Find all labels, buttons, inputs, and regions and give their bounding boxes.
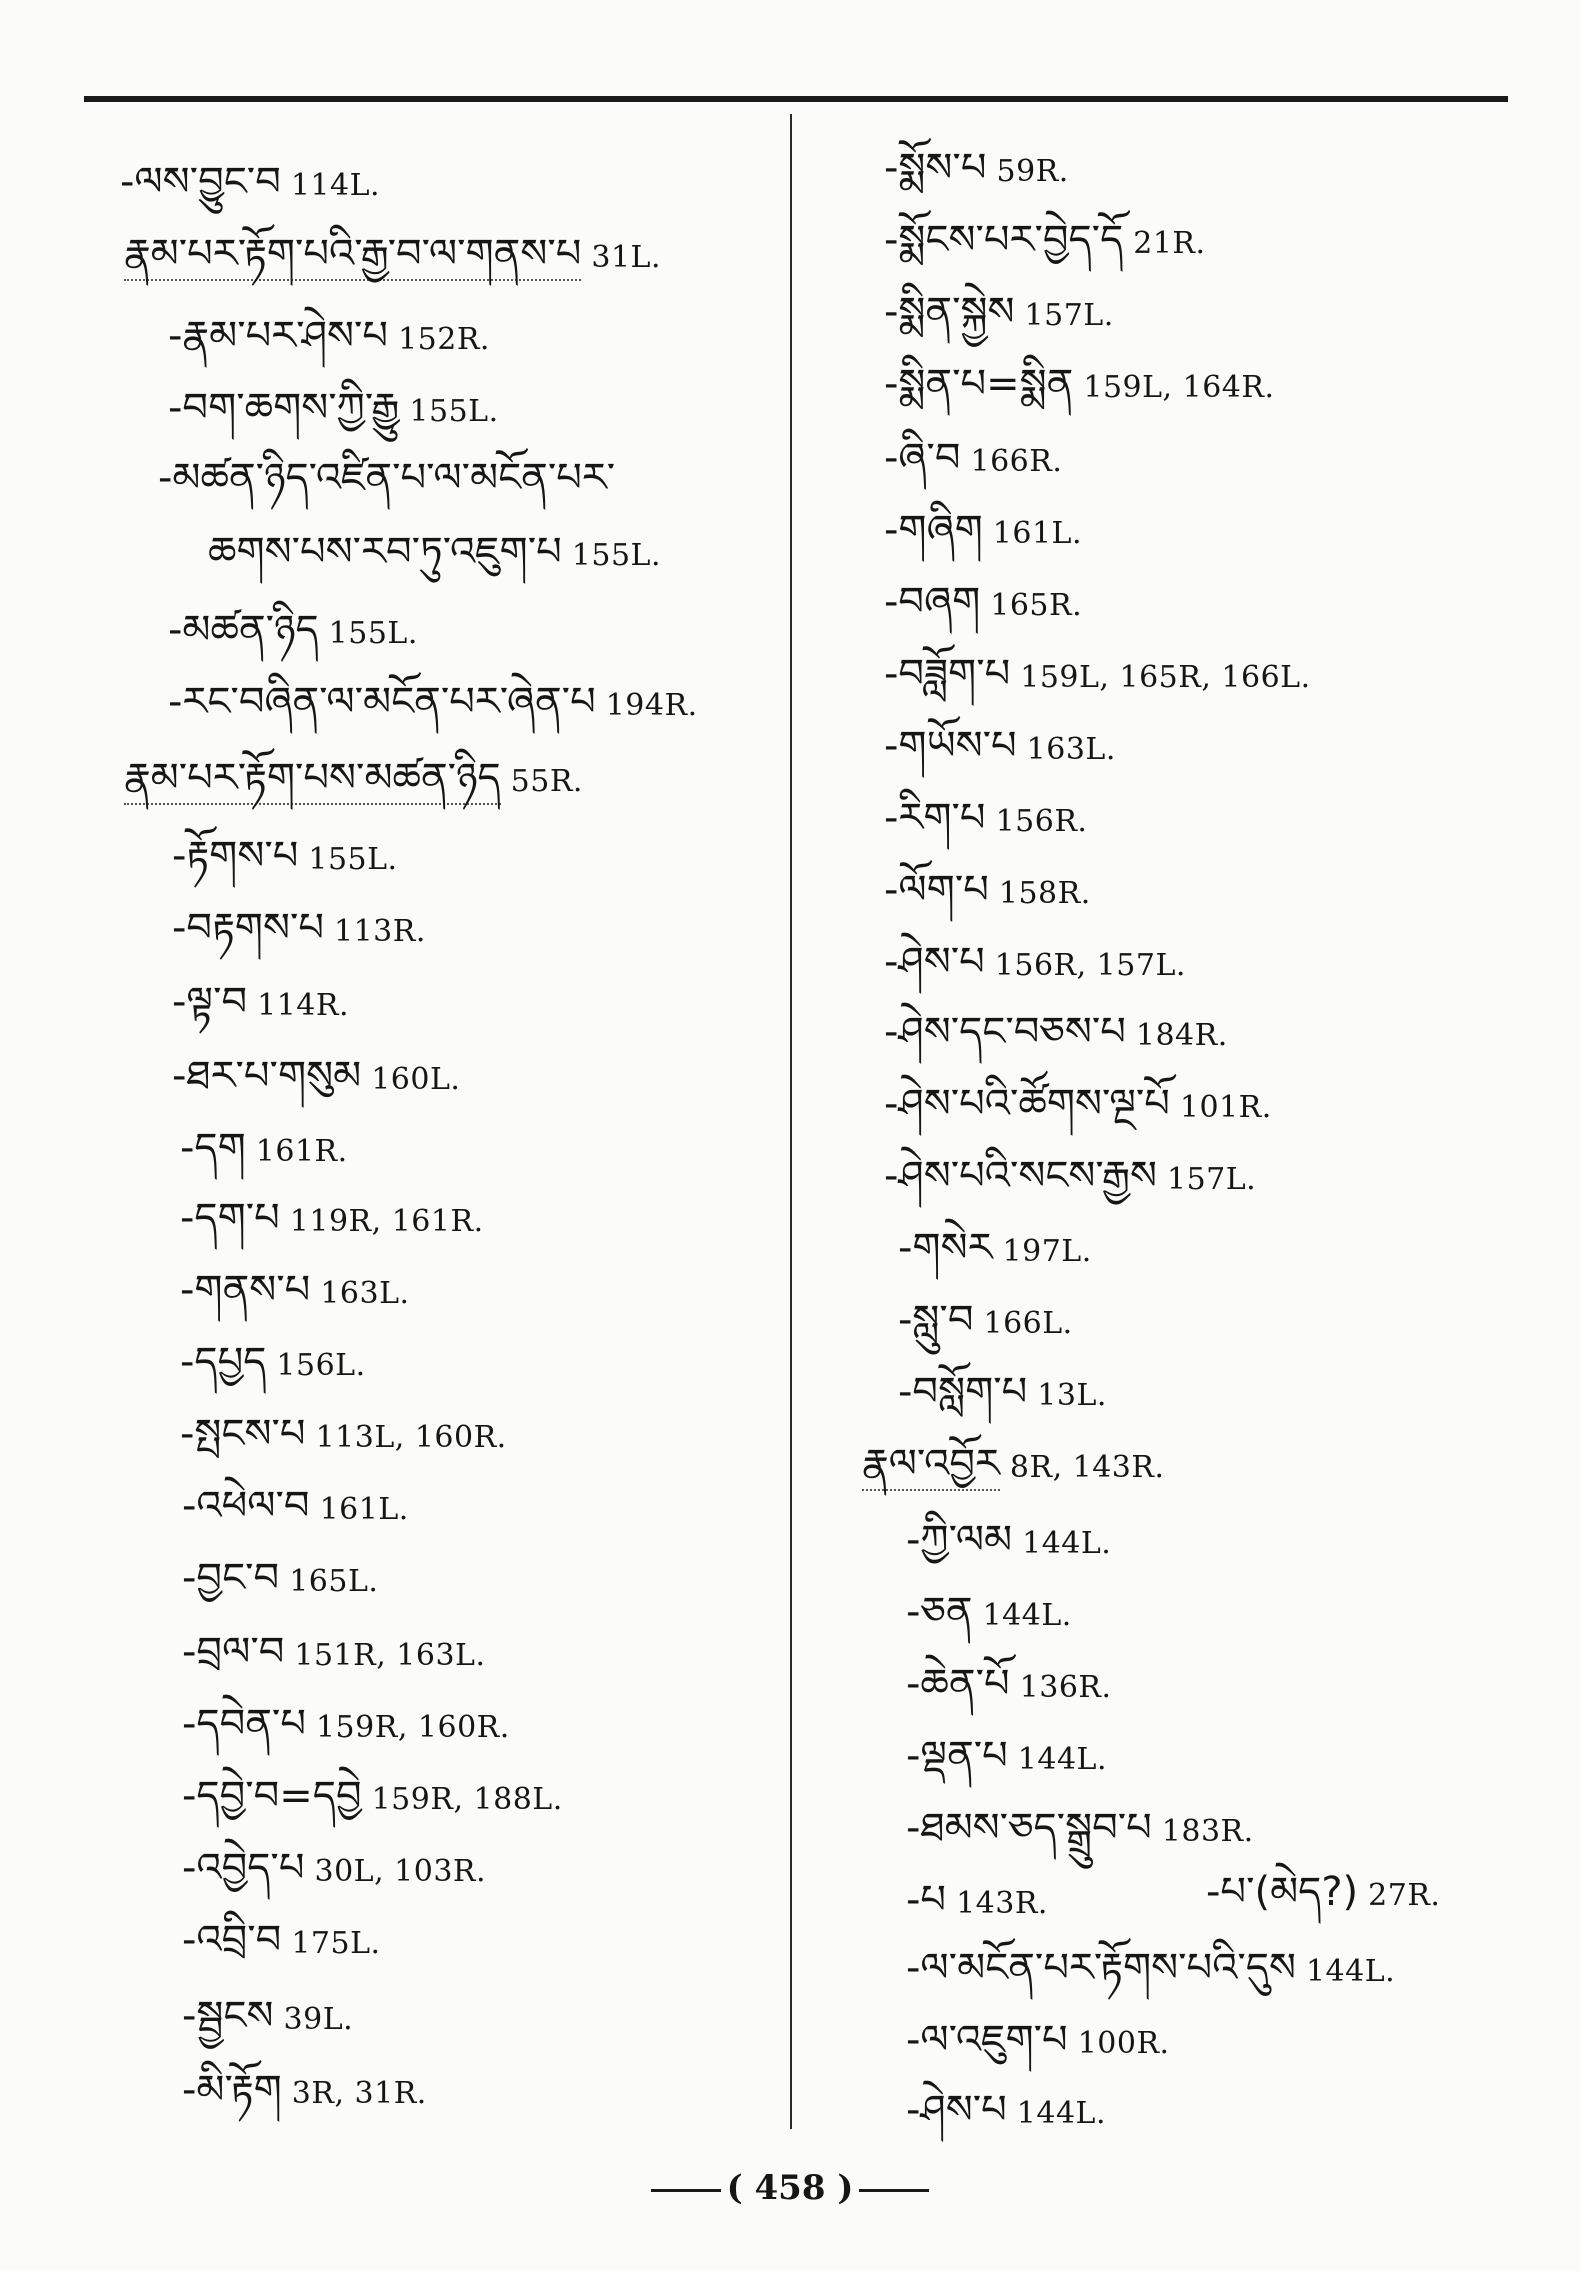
entry-term: -བག་ཆགས་ཀྱི་རྒྱུ [168,385,400,431]
index-entry [906,1662,1112,1710]
index-entry [884,1082,1272,1130]
index-entry [898,1226,1092,1274]
entry-reference: 144L. [1305,1954,1396,1989]
entry-term: -གཡོས་པ [884,723,1017,769]
entry-term: -བཟློག་པ [884,651,1011,697]
entry-reference: 161R. [255,1134,348,1169]
index-entry [884,724,1116,772]
entry-term: -རིག་པ [884,795,986,841]
index-entry [168,608,418,656]
index-entry [906,1878,1048,1926]
entry-reference: 165L. [289,1564,379,1599]
footer-dash-right [859,2189,929,2192]
footer-dash-left [651,2189,721,2192]
index-entry [182,1556,378,1604]
index-entry [182,1630,486,1678]
entry-reference: 101R. [1179,1090,1272,1125]
entry-term: -དག་པ [180,1195,280,1241]
entry-term: -ལོག་པ [884,867,989,913]
entry-reference: 156R. [995,804,1088,839]
entry-term: རྣམ་པར་རྟོག་པས་མཚན་ཉིད [124,755,501,805]
entry-reference: 144L. [982,1598,1072,1633]
entry-term: -སྨོས་པ [884,145,987,191]
entry-term: -ལྟ་བ [172,979,248,1025]
entry-reference: 160L. [371,1062,461,1097]
entry-term: -ལས་བྱུང་བ [120,159,281,205]
entry-reference: 13L. [1037,1378,1107,1413]
entry-term: -པ [906,1877,947,1923]
entry-reference: 197L. [1002,1234,1092,1269]
entry-term: -སྨོངས་པར་བྱེད་དོ [884,217,1124,263]
entry-term: -ཐམས་ཅད་སྒྲུབ་པ [906,1805,1152,1851]
index-entry [168,314,490,362]
index-entry [884,290,1114,338]
entry-term: -པ་(མེད?) [1206,1869,1359,1915]
index-entry [884,796,1087,844]
entry-term: -གཞིག [884,507,983,553]
entry-term: -རྟོགས་པ [172,833,299,879]
entry-reference: 155L. [308,842,398,877]
entry-term: -ཤེས་པའི་ཚོགས་ལྔ་པོ [884,1081,1170,1127]
entry-term: -ལ་མངོན་པར་རྟོགས་པའི་དུས [906,1945,1296,1991]
index-entry [120,160,380,208]
entry-reference: 159L, 165R, 166L. [1020,660,1311,695]
index-entry [180,1340,366,1388]
entry-reference: 183R. [1161,1814,1254,1849]
index-entry [884,508,1082,556]
entry-term: -མི་རྟོག [182,2067,282,2113]
entry-term: -དཔྱད [180,1339,267,1385]
index-entry [180,1126,348,1174]
entry-term: -འབྱེད་པ [182,1845,305,1891]
index-entry [182,1702,510,1750]
index-entry [884,218,1206,266]
entry-reference: 113L, 160R. [315,1420,507,1455]
entry-reference: 159R, 160R. [315,1710,510,1745]
entry-term: -འབྲི་བ [182,1917,282,1963]
index-entry [172,834,398,882]
entry-term: -ཤེས་དང་བཅས་པ [884,1009,1126,1055]
index-entry [884,1010,1228,1058]
entry-reference: 161L. [319,1492,409,1527]
entry-reference: 100R. [1077,2026,1170,2061]
entry-reference: 194R. [605,688,698,723]
index-entry [182,1846,486,1894]
page-number: 458 [754,2168,826,2208]
index-entry [898,1370,1107,1418]
index-entry [884,868,1091,916]
index-entry [172,980,349,1028]
entry-reference: 27R. [1368,1878,1441,1913]
entry-reference: 156L. [276,1348,366,1383]
entry-reference: 143R. [956,1886,1048,1921]
entry-reference: 119R, 161R. [289,1204,484,1239]
column-divider [790,114,792,2129]
entry-term: -སྦྱངས [182,1993,274,2039]
index-headword [862,1442,1165,1490]
entry-reference: 156R, 157L. [994,948,1186,983]
index-entry [906,2088,1106,2136]
index-entry [884,146,1069,194]
entry-reference: 157L. [1167,1162,1257,1197]
entry-reference: 39L. [283,2002,354,2037]
entry-reference: 159L, 164R. [1083,370,1275,405]
entry-term: -ཆེན་པོ [906,1661,1010,1707]
entry-reference: 144L. [1017,1742,1108,1777]
entry-reference: 184R. [1135,1018,1228,1053]
entry-reference: 144L. [1022,1526,1112,1561]
entry-reference: 55R. [510,764,583,799]
entry-reference: 31L. [591,240,662,275]
entry-reference: 161L. [992,516,1082,551]
entry-reference: 163L. [320,1276,410,1311]
entry-reference: 21R. [1133,226,1206,261]
entry-reference: 113R. [334,914,426,949]
entry-term: -དབྱེ་བ=དབྱེ [182,1773,362,1819]
index-entry [168,386,499,434]
entry-reference: 144L. [1016,2096,1106,2131]
index-entry [172,1054,460,1102]
entry-term: -ཐར་པ་གསུམ [172,1053,362,1099]
entry-term: -ཤེས་པ [906,2087,1007,2133]
index-entry [180,1196,484,1244]
entry-term: -མཚན་ཉིད [168,607,319,653]
index-entry [1206,1870,1440,1918]
index-entry [884,436,1062,484]
entry-term: -ཀྱི་ལམ [906,1517,1013,1563]
index-entry [182,2068,427,2116]
index-entry [884,652,1311,700]
index-entry [906,1734,1107,1782]
top-rule [84,96,1508,102]
entry-reference: 59R. [996,154,1069,189]
entry-term: -ཤེས་པ [884,939,985,985]
entry-reference: 152R. [398,322,490,357]
entry-term: -སྨིན་པ=སྨིན [884,361,1074,407]
index-entry [884,362,1275,410]
entry-reference: 151R, 163L. [294,1638,486,1673]
index-headword [124,756,583,804]
index-entry [158,456,615,502]
entry-reference: 165R. [990,588,1083,623]
entry-term: -མཚན་ཉིད་འཛིན་པ་ལ་མངོན་པར་ [158,455,616,501]
entry-term: རྣལ་འབྱོར [862,1441,1000,1491]
entry-term: -རང་བཞིན་ལ་མངོན་པར་ཞེན་པ [168,679,596,725]
entry-reference: 166R. [970,444,1063,479]
index-entry [180,1412,507,1460]
entry-reference: 175L. [291,1926,381,1961]
entry-reference: 136R. [1019,1670,1112,1705]
index-entry [182,1484,409,1532]
entry-reference: 158R. [998,876,1091,911]
entry-reference: 114R. [257,988,350,1023]
entry-term: -དབེན་པ [182,1701,306,1747]
entry-term: རྣམ་པར་རྟོག་པའི་རྒྱ་བ་ལ་གནས་པ [124,231,581,281]
entry-term: -བྱང་བ [182,1555,280,1601]
page-footer: ( 458 ) [0,2168,1580,2208]
index-entry [906,2018,1170,2066]
index-entry [182,1918,381,1966]
entry-term: -སླུ་བ [898,1297,974,1343]
entry-term: -བརྟགས་པ [172,905,324,951]
entry-term: -དག [180,1125,246,1171]
index-entry [906,1806,1254,1854]
index-entry [172,906,426,954]
index-entry [180,1268,410,1316]
index-entry [906,1590,1072,1638]
entry-term: -བསློག་པ [898,1369,1028,1415]
entry-reference: 159R, 188L. [371,1782,563,1817]
entry-term: -ལྡན་པ [906,1733,1008,1779]
entry-reference: 30L, 103R. [314,1854,487,1889]
entry-term: -བྲལ་བ [182,1629,285,1675]
entry-term: -ཅན [906,1589,973,1635]
index-entry [906,1518,1111,1566]
entry-reference: 155L. [409,394,499,429]
index-entry [898,1298,1073,1346]
entry-reference: 114L. [290,168,381,203]
entry-term: -གསེར [898,1225,993,1271]
entry-term: -སྤངས་པ [180,1411,306,1457]
entry-reference: 166L. [983,1306,1073,1341]
entry-term: -ཤེས་པའི་སངས་རྒྱས [884,1153,1157,1199]
index-entry [208,530,661,578]
entry-term: -ལ་འཇུག་པ [906,2017,1068,2063]
entry-reference: 8R, 143R. [1009,1450,1165,1485]
index-entry [182,1994,353,2042]
entry-term: -རྣམ་པར་ཤེས་པ [168,313,389,359]
entry-term: -བཞག [884,579,981,625]
entry-reference: 155L. [328,616,418,651]
entry-term: -འཕེལ་བ [182,1483,310,1529]
entry-term: ཆགས་པས་རབ་ཏུ་འཇུག་པ [208,529,562,575]
index-entry [168,680,698,728]
entry-reference: 155L. [571,538,661,573]
index-entry [884,1154,1256,1202]
index-entry [884,940,1186,988]
entry-term: -ཞི་བ [884,435,961,481]
index-entry [884,580,1082,628]
entry-term: -གནས་པ [180,1267,311,1313]
entry-reference: 163L. [1026,732,1116,767]
index-entry [182,1774,563,1822]
index-headword [124,232,661,280]
entry-reference: 3R, 31R. [291,2076,427,2111]
entry-term: -སྨིན་སྐྱེས [884,289,1015,335]
entry-reference: 157L. [1024,298,1114,333]
index-entry [906,1946,1395,1994]
